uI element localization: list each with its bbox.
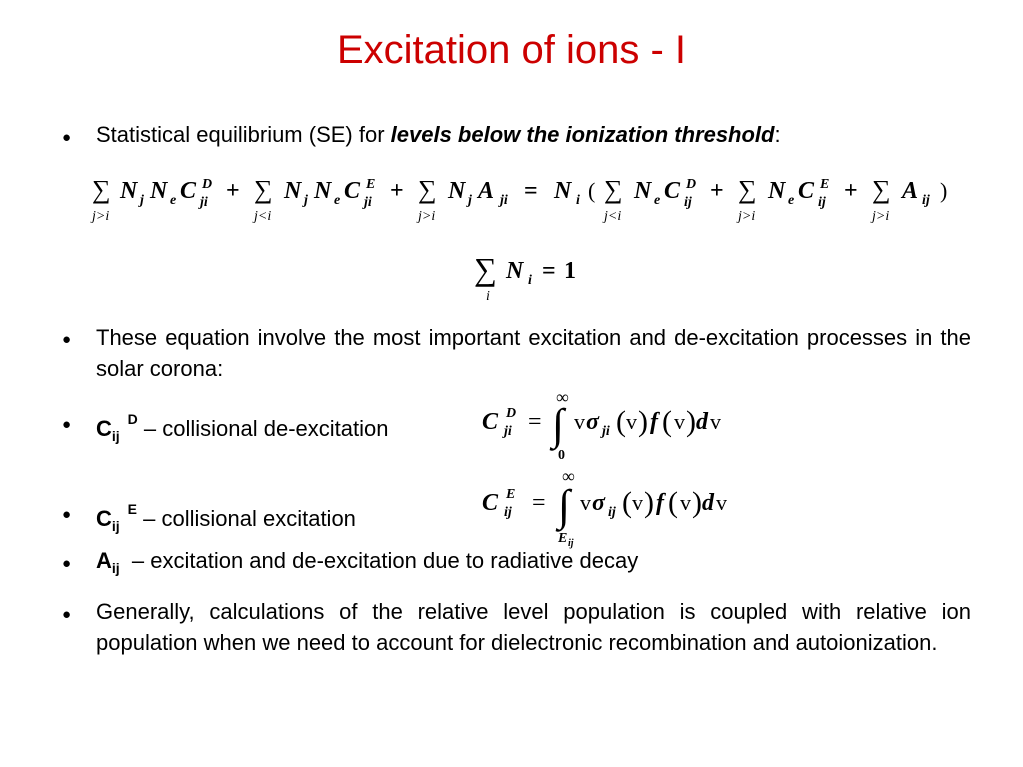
svg-text:j: j — [140, 193, 144, 208]
svg-text:C: C — [344, 178, 361, 204]
svg-text:+: + — [844, 178, 858, 204]
bullet-dot: ● — [62, 506, 72, 523]
svg-text:ji: ji — [504, 424, 512, 439]
svg-text:1: 1 — [564, 258, 576, 284]
svg-text:E: E — [558, 531, 568, 546]
svg-text:+: + — [226, 178, 240, 204]
svg-text:ji: ji — [364, 195, 372, 210]
svg-text:ij: ij — [818, 195, 826, 210]
svg-text:i: i — [528, 273, 532, 288]
svg-text:C: C — [482, 490, 499, 516]
equation-collisional-deexcitation — [478, 385, 758, 465]
svg-text:=: = — [532, 490, 546, 516]
svg-text:∑: ∑ — [418, 175, 437, 204]
svg-text:(: ( — [668, 486, 678, 519]
svg-text:C: C — [798, 178, 815, 204]
bullet-dot: ● — [62, 129, 72, 146]
svg-text:v: v — [632, 490, 643, 515]
svg-text:N: N — [554, 178, 572, 204]
bullet-se — [96, 119, 971, 150]
svg-text:ij: ij — [568, 538, 574, 549]
bullet-collisional-deexcitation — [96, 404, 496, 452]
bullet-radiative-decay — [96, 545, 971, 584]
svg-text:+: + — [710, 178, 724, 204]
svg-text:N: N — [768, 178, 786, 204]
svg-text:f: f — [650, 409, 658, 435]
svg-text:σ: σ — [586, 409, 599, 435]
svg-text:d: d — [696, 409, 708, 435]
svg-text:(: ( — [616, 405, 626, 438]
svg-text:D: D — [506, 406, 517, 421]
svg-text:N: N — [284, 178, 302, 204]
svg-text:d: d — [702, 490, 714, 516]
svg-text:ij: ij — [608, 505, 616, 520]
symbol-c: C — [96, 506, 112, 531]
bullet-text: – collisional excitation — [137, 506, 356, 531]
svg-text:v: v — [674, 409, 685, 434]
svg-text:(: ( — [622, 486, 632, 519]
equation-statistical-equilibrium — [88, 168, 958, 228]
svg-text:j>i: j>i — [92, 209, 110, 224]
svg-text:∑: ∑ — [474, 251, 497, 287]
svg-text:=: = — [528, 409, 542, 435]
svg-text:ji: ji — [200, 195, 208, 210]
svg-text:): ) — [638, 405, 648, 438]
svg-text:e: e — [788, 193, 795, 208]
bullet-general: Generally, calculations of the relative level population is coupled with relative ion population when we need to account for dielectronic recombination and autoionization. — [96, 599, 971, 655]
svg-text:v: v — [710, 409, 721, 434]
bullet-se-prefix: Statistical equilibrium (SE) for — [96, 122, 391, 147]
svg-text:ij: ij — [684, 195, 692, 210]
svg-text:N: N — [120, 178, 138, 204]
svg-text:e: e — [170, 193, 177, 208]
svg-text:): ) — [644, 486, 654, 519]
bullet-dot: ● — [62, 331, 72, 348]
svg-text:v: v — [574, 409, 585, 434]
svg-text:j: j — [304, 193, 308, 208]
svg-text:v: v — [580, 490, 591, 515]
bullet-processes: These equation involve the most important excitation and de-excitation processes in the solar corona: — [96, 325, 971, 381]
svg-text:=: = — [524, 178, 538, 204]
svg-text:(: ( — [662, 405, 672, 438]
svg-text:N: N — [150, 178, 168, 204]
svg-text:∫: ∫ — [558, 481, 571, 530]
svg-text:N: N — [506, 258, 524, 284]
svg-text:(: ( — [588, 178, 596, 203]
svg-text:e: e — [334, 193, 341, 208]
svg-text:D: D — [686, 177, 697, 192]
svg-text:C: C — [664, 178, 681, 204]
svg-text:∑: ∑ — [92, 175, 111, 204]
symbol-a: A — [96, 548, 112, 573]
svg-text:D: D — [202, 177, 213, 192]
symbol-subscript: ij — [111, 518, 120, 534]
svg-text:∞: ∞ — [562, 466, 575, 486]
svg-text:E: E — [506, 487, 516, 502]
svg-text:∑: ∑ — [738, 175, 757, 204]
svg-text:∑: ∑ — [872, 175, 891, 204]
svg-text:∫: ∫ — [552, 400, 565, 449]
bullet-text: – collisional de-excitation — [137, 416, 389, 441]
svg-text:∑: ∑ — [254, 175, 273, 204]
svg-text:i: i — [576, 193, 580, 208]
symbol-superscript: E — [127, 501, 138, 517]
svg-text:0: 0 — [558, 448, 565, 463]
svg-text:C: C — [482, 409, 499, 435]
svg-text:A: A — [902, 178, 919, 204]
equation-normalization — [470, 248, 590, 304]
svg-text:): ) — [686, 405, 696, 438]
bullet-dot: ● — [62, 416, 72, 433]
symbol-c: C — [96, 416, 112, 441]
svg-text:j>i: j>i — [738, 209, 756, 224]
bullet-dot: ● — [62, 555, 72, 572]
svg-text:j<i: j<i — [604, 209, 622, 224]
svg-text:N: N — [634, 178, 652, 204]
svg-text:N: N — [314, 178, 332, 204]
svg-text:∞: ∞ — [556, 387, 569, 407]
svg-text:i: i — [486, 289, 490, 304]
svg-text:=: = — [542, 258, 556, 284]
svg-text:ij: ij — [504, 505, 512, 520]
svg-text:A: A — [478, 178, 495, 204]
svg-text:N: N — [448, 178, 466, 204]
svg-text:j<i: j<i — [254, 209, 272, 224]
bullet-text: – excitation and de-excitation due to radiative decay — [119, 548, 639, 573]
bullet-se-emphasis: levels below the ionization threshold — [390, 122, 775, 147]
svg-text:∑: ∑ — [604, 175, 623, 204]
svg-text:v: v — [680, 490, 691, 515]
svg-text:ji: ji — [602, 424, 610, 439]
svg-text:j>i: j>i — [418, 209, 436, 224]
symbol-subscript: ij — [111, 428, 120, 444]
svg-text:): ) — [940, 178, 948, 203]
svg-text:f: f — [656, 490, 664, 516]
svg-text:σ: σ — [592, 490, 605, 516]
symbol-subscript: ij — [111, 560, 120, 576]
svg-text:ij: ij — [922, 193, 930, 208]
bullet-se-suffix: : — [774, 122, 781, 147]
symbol-superscript: D — [127, 411, 138, 427]
slide-title: Excitation of ions - I — [336, 28, 687, 72]
svg-text:e: e — [654, 193, 661, 208]
svg-text:+: + — [390, 178, 404, 204]
svg-text:j>i: j>i — [872, 209, 890, 224]
svg-text:v: v — [716, 490, 727, 515]
svg-text:ji: ji — [500, 193, 508, 208]
svg-text:E: E — [820, 177, 830, 192]
svg-text:E: E — [366, 177, 376, 192]
svg-text:C: C — [180, 178, 197, 204]
bullet-collisional-excitation — [96, 494, 496, 542]
svg-text:j: j — [468, 193, 472, 208]
bullet-dot: ● — [62, 606, 72, 623]
svg-text:v: v — [626, 409, 637, 434]
svg-text:): ) — [692, 486, 702, 519]
equation-collisional-excitation — [478, 466, 758, 552]
